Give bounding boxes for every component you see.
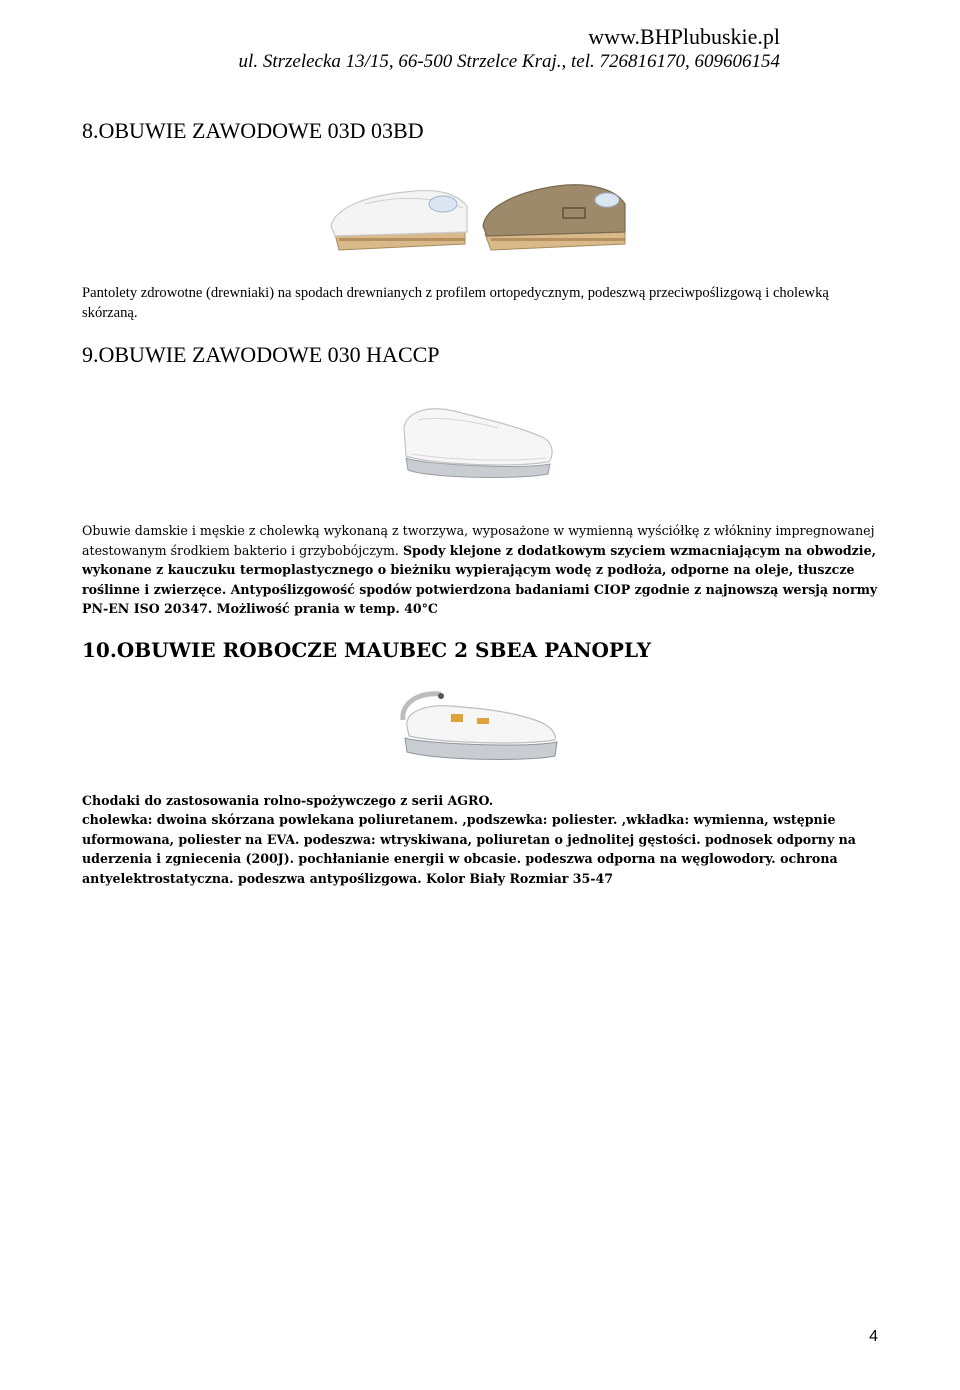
haccp-shoe-image [398,398,558,484]
white-maubec-clog-icon [403,693,557,759]
section-10-title: 10.OBUWIE ROBOCZE MAUBEC 2 SBEA PANOPLY [82,638,652,662]
white-clog-icon [331,191,467,250]
section-8-description: Pantolety zdrowotne (drewniaki) na spodach drewnianych z profilem ortopedycznym, podeszwą przeciwpoślizgową i cholewką skórzaną. [82,285,829,321]
section-9-description [82,521,882,619]
section-9-description-bold: Spody klejone z dodatkowym szyciem wzmacniającym na obwodzie, wykonane z kauczuku termoplastycznego o bieżniku wypierającym wodę z podłoża, odporne na oleje, tłuszcze roślinne i zwierzęce. Antypoślizgowość spodów potwierdzona badaniami CIOP zgodnie z najnowszą wersją normy PN-EN ISO 20347. Możliwość prania w temp. 40°C [82,542,878,616]
maubec-shoe-image [395,686,565,764]
section-10-subtitle: Chodaki do zastosowania rolno-spożywczego z serii AGRO. [82,793,494,808]
suede-clog-icon [483,185,625,250]
section-8-title: 8.OBUWIE ZAWODOWE 03D 03BD [82,118,424,143]
section-10-description: cholewka: dwoina skórzana powlekana poliuretanem. ,podszewka: poliester. ,wkładka: wymienna, wstępnie uformowana, poliester na EVA. podeszwa: wtryskiwana, poliuretan o jednolitej gęstości. podnosek odporny na uderzenia i zgniecenia (200J). pochłanianie energii w obcasie. podeszwa odporna na węglowodory. ochrona antyelektrostatyczna. podeszwa antypoślizgowa. Kolor Biały Rozmiar 35-47 [82,812,856,886]
section-9-description-normal: Obuwie damskie i męskie z cholewką wykonaną z tworzywa, wyposażone w wymienną wyściółkę z włókniny impregnowanej atestowanym środkiem bakterio i grzybobójczym. [82,523,875,558]
page-number: 4 [869,1328,878,1345]
clogs-image [325,178,635,260]
company-address: ul. Strzelecka 13/15, 66-500 Strzelce Kraj., tel. 726816170, 609606154 [238,51,780,72]
website-url: www.BHPlubuskie.pl [588,24,780,49]
section-9-title: 9.OBUWIE ZAWODOWE 030 HACCP [82,342,440,367]
white-haccp-shoe-icon [404,409,552,478]
